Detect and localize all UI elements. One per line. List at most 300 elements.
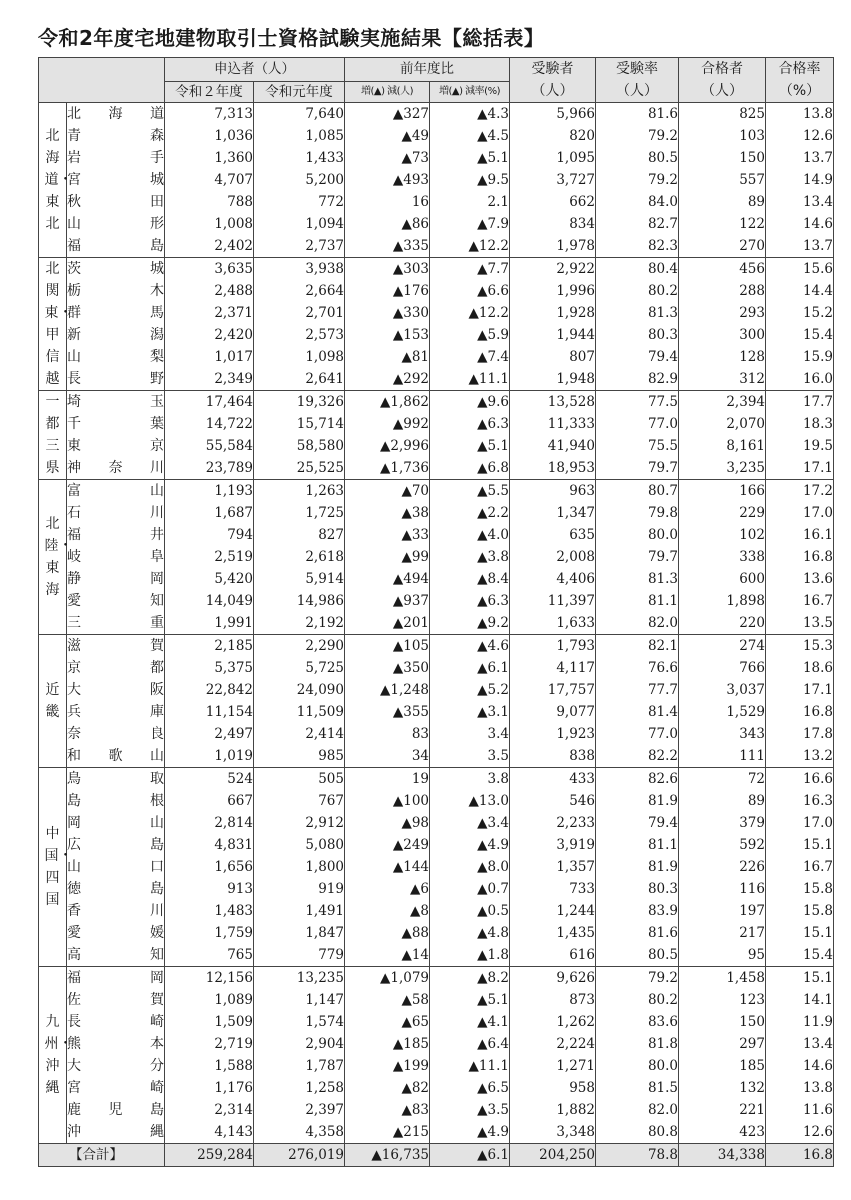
value-cell: 81.6 xyxy=(596,922,679,944)
table-body xyxy=(39,103,834,1167)
prefecture-cell: 青森 xyxy=(67,125,165,147)
value-cell: ▲2,996 xyxy=(345,435,430,457)
table-row xyxy=(39,1121,834,1144)
prefecture-cell: 佐賀 xyxy=(67,989,165,1011)
value-cell: 82.2 xyxy=(596,745,679,768)
value-cell: 15.8 xyxy=(766,878,834,900)
table-row xyxy=(39,480,834,503)
table-row xyxy=(39,125,834,147)
value-cell: 122 xyxy=(679,213,766,235)
total-value-cell: 204,250 xyxy=(510,1144,596,1167)
value-cell: 77.5 xyxy=(596,391,679,414)
value-cell: 15.4 xyxy=(766,944,834,967)
value-cell: 3,235 xyxy=(679,457,766,480)
header-pass-rate-text: 合格率 （%） xyxy=(778,61,821,99)
value-cell: ▲88 xyxy=(345,922,430,944)
value-cell: 807 xyxy=(510,346,596,368)
value-cell: 81.6 xyxy=(596,103,679,126)
value-cell: 635 xyxy=(510,524,596,546)
prefecture-cell: 鳥取 xyxy=(67,768,165,791)
table-row xyxy=(39,1099,834,1121)
value-cell: 80.4 xyxy=(596,258,679,281)
value-cell: 15.1 xyxy=(766,967,834,990)
value-cell: ▲327 xyxy=(345,103,430,126)
value-cell: 2,185 xyxy=(165,635,254,658)
value-cell: 89 xyxy=(679,191,766,213)
value-cell: 83.9 xyxy=(596,900,679,922)
value-cell: 1,263 xyxy=(254,480,345,503)
value-cell: 2,070 xyxy=(679,413,766,435)
value-cell: ▲144 xyxy=(345,856,430,878)
table-row xyxy=(39,191,834,213)
region-text: 北陸・東海 xyxy=(44,516,73,598)
value-cell: 14,986 xyxy=(254,590,345,612)
region-text: 一都三県 xyxy=(45,394,60,476)
value-cell: ▲249 xyxy=(345,834,430,856)
prefecture-cell: 奈良 xyxy=(67,723,165,745)
value-cell: ▲215 xyxy=(345,1121,430,1144)
value-cell: 1,458 xyxy=(679,967,766,990)
prefecture-cell: 熊本 xyxy=(67,1033,165,1055)
prefecture-cell: 岡山 xyxy=(67,812,165,834)
results-table xyxy=(38,57,834,1167)
value-cell: ▲330 xyxy=(345,302,430,324)
value-cell: ▲153 xyxy=(345,324,430,346)
table-row xyxy=(39,502,834,524)
value-cell: ▲355 xyxy=(345,701,430,723)
region-text: 中国・四国 xyxy=(44,826,73,908)
prefecture-cell: 長野 xyxy=(67,368,165,391)
value-cell: 2,314 xyxy=(165,1099,254,1121)
value-cell: 4,831 xyxy=(165,834,254,856)
value-cell: 1,433 xyxy=(254,147,345,169)
value-cell: ▲6.3 xyxy=(430,590,510,612)
value-cell: 985 xyxy=(254,745,345,768)
prefecture-cell: 京都 xyxy=(67,657,165,679)
value-cell: ▲5.9 xyxy=(430,324,510,346)
value-cell: ▲3.4 xyxy=(430,812,510,834)
value-cell: 79.4 xyxy=(596,346,679,368)
value-cell: 338 xyxy=(679,546,766,568)
value-cell: 17.0 xyxy=(766,812,834,834)
value-cell: 24,090 xyxy=(254,679,345,701)
value-cell: 9,077 xyxy=(510,701,596,723)
value-cell: 2,290 xyxy=(254,635,345,658)
value-cell: 2,349 xyxy=(165,368,254,391)
value-cell: 2,912 xyxy=(254,812,345,834)
value-cell: 766 xyxy=(679,657,766,679)
value-cell: 79.7 xyxy=(596,546,679,568)
value-cell: 913 xyxy=(165,878,254,900)
value-cell: ▲7.7 xyxy=(430,258,510,281)
table-row xyxy=(39,103,834,126)
prefecture-cell: 新潟 xyxy=(67,324,165,346)
value-cell: 23,789 xyxy=(165,457,254,480)
value-cell: ▲4.6 xyxy=(430,635,510,658)
value-cell: ▲1,248 xyxy=(345,679,430,701)
value-cell: 2,719 xyxy=(165,1033,254,1055)
prefecture-cell: 東京 xyxy=(67,435,165,457)
value-cell: 16.0 xyxy=(766,368,834,391)
value-cell: ▲5.2 xyxy=(430,679,510,701)
value-cell: 1,725 xyxy=(254,502,345,524)
value-cell: ▲100 xyxy=(345,790,430,812)
total-value-cell: 16.8 xyxy=(766,1144,834,1167)
value-cell: 2,192 xyxy=(254,612,345,635)
table-row xyxy=(39,856,834,878)
value-cell: 5,375 xyxy=(165,657,254,679)
value-cell: 80.0 xyxy=(596,524,679,546)
total-value-cell: 78.8 xyxy=(596,1144,679,1167)
value-cell: 226 xyxy=(679,856,766,878)
value-cell: ▲6.3 xyxy=(430,413,510,435)
value-cell: 1,483 xyxy=(165,900,254,922)
value-cell: 1,098 xyxy=(254,346,345,368)
value-cell: 5,200 xyxy=(254,169,345,191)
prefecture-cell: 大分 xyxy=(67,1055,165,1077)
value-cell: ▲83 xyxy=(345,1099,430,1121)
value-cell: ▲4.0 xyxy=(430,524,510,546)
value-cell: 1,633 xyxy=(510,612,596,635)
value-cell: 1,923 xyxy=(510,723,596,745)
value-cell: 11.6 xyxy=(766,1099,834,1121)
value-cell: ▲4.9 xyxy=(430,834,510,856)
table-row xyxy=(39,701,834,723)
value-cell: 17.8 xyxy=(766,723,834,745)
value-cell: 55,584 xyxy=(165,435,254,457)
value-cell: 873 xyxy=(510,989,596,1011)
value-cell: 25,525 xyxy=(254,457,345,480)
value-cell: 16.7 xyxy=(766,856,834,878)
value-cell: 2,397 xyxy=(254,1099,345,1121)
value-cell: 4,406 xyxy=(510,568,596,590)
value-cell: 77.7 xyxy=(596,679,679,701)
value-cell: 1,787 xyxy=(254,1055,345,1077)
table-row xyxy=(39,590,834,612)
prefecture-cell: 埼玉 xyxy=(67,391,165,414)
value-cell: 1,347 xyxy=(510,502,596,524)
value-cell: 1,147 xyxy=(254,989,345,1011)
value-cell: 22,842 xyxy=(165,679,254,701)
value-cell: 81.3 xyxy=(596,568,679,590)
value-cell: 13.8 xyxy=(766,103,834,126)
value-cell: 14.9 xyxy=(766,169,834,191)
value-cell: ▲3.1 xyxy=(430,701,510,723)
value-cell: ▲5.5 xyxy=(430,480,510,503)
prefecture-cell: 愛知 xyxy=(67,590,165,612)
value-cell: ▲4.8 xyxy=(430,922,510,944)
prefecture-cell: 山梨 xyxy=(67,346,165,368)
value-cell: ▲4.9 xyxy=(430,1121,510,1144)
value-cell: 3,635 xyxy=(165,258,254,281)
value-cell: 14.6 xyxy=(766,1055,834,1077)
value-cell: ▲494 xyxy=(345,568,430,590)
value-cell: 1,193 xyxy=(165,480,254,503)
value-cell: 82.9 xyxy=(596,368,679,391)
value-cell: ▲6 xyxy=(345,878,430,900)
value-cell: 83.6 xyxy=(596,1011,679,1033)
value-cell: 827 xyxy=(254,524,345,546)
value-cell: 81.8 xyxy=(596,1033,679,1055)
value-cell: 82.0 xyxy=(596,612,679,635)
value-cell: 14.6 xyxy=(766,213,834,235)
value-cell: ▲6.4 xyxy=(430,1033,510,1055)
value-cell: ▲7.9 xyxy=(430,213,510,235)
prefecture-cell: 和歌山 xyxy=(67,745,165,768)
value-cell: 2,737 xyxy=(254,235,345,258)
prefecture-cell: 宮崎 xyxy=(67,1077,165,1099)
value-cell: 1,085 xyxy=(254,125,345,147)
value-cell: 1,948 xyxy=(510,368,596,391)
value-cell: 3.4 xyxy=(430,723,510,745)
value-cell: 17.1 xyxy=(766,679,834,701)
value-cell: 779 xyxy=(254,944,345,967)
value-cell: 15.2 xyxy=(766,302,834,324)
value-cell: ▲0.5 xyxy=(430,900,510,922)
prefecture-cell: 神奈川 xyxy=(67,457,165,480)
value-cell: 13.5 xyxy=(766,612,834,635)
value-cell: 128 xyxy=(679,346,766,368)
value-cell: 3,037 xyxy=(679,679,766,701)
value-cell: 80.8 xyxy=(596,1121,679,1144)
value-cell: 12.6 xyxy=(766,125,834,147)
value-cell: ▲11.1 xyxy=(430,368,510,391)
value-cell: 2,488 xyxy=(165,280,254,302)
value-cell: 16.7 xyxy=(766,590,834,612)
value-cell: 14.1 xyxy=(766,989,834,1011)
value-cell: 82.3 xyxy=(596,235,679,258)
header-examinees-text: 受験者 （人） xyxy=(531,61,574,99)
total-value-cell: 259,284 xyxy=(165,1144,254,1167)
header-pass-rate xyxy=(766,58,834,103)
value-cell: ▲6.5 xyxy=(430,1077,510,1099)
value-cell: ▲2.2 xyxy=(430,502,510,524)
value-cell: 220 xyxy=(679,612,766,635)
value-cell: 5,420 xyxy=(165,568,254,590)
prefecture-cell: 福井 xyxy=(67,524,165,546)
value-cell: 5,914 xyxy=(254,568,345,590)
value-cell: 80.5 xyxy=(596,944,679,967)
value-cell: 433 xyxy=(510,768,596,791)
value-cell: 1,019 xyxy=(165,745,254,768)
table-row xyxy=(39,280,834,302)
table-row xyxy=(39,1033,834,1055)
value-cell: 15.6 xyxy=(766,258,834,281)
value-cell: 557 xyxy=(679,169,766,191)
value-cell: ▲3.5 xyxy=(430,1099,510,1121)
prefecture-cell: 岐阜 xyxy=(67,546,165,568)
value-cell: 13.8 xyxy=(766,1077,834,1099)
value-cell: 13.7 xyxy=(766,147,834,169)
value-cell: 4,143 xyxy=(165,1121,254,1144)
table-row xyxy=(39,568,834,590)
value-cell: ▲7.4 xyxy=(430,346,510,368)
prefecture-cell: 北海道 xyxy=(67,103,165,126)
value-cell: 13.7 xyxy=(766,235,834,258)
value-cell: 79.2 xyxy=(596,125,679,147)
value-cell: ▲105 xyxy=(345,635,430,658)
value-cell: ▲4.5 xyxy=(430,125,510,147)
value-cell: ▲4.1 xyxy=(430,1011,510,1033)
total-value-cell: ▲6.1 xyxy=(430,1144,510,1167)
value-cell: 8,161 xyxy=(679,435,766,457)
value-cell: 2,573 xyxy=(254,324,345,346)
table-header xyxy=(39,58,834,103)
value-cell: 14,722 xyxy=(165,413,254,435)
value-cell: ▲0.7 xyxy=(430,878,510,900)
value-cell: 2,371 xyxy=(165,302,254,324)
value-cell: 1,244 xyxy=(510,900,596,922)
value-cell: 185 xyxy=(679,1055,766,1077)
value-cell: 79.4 xyxy=(596,812,679,834)
region-text: 近畿 xyxy=(45,682,60,720)
value-cell: 75.5 xyxy=(596,435,679,457)
total-value-cell: 34,338 xyxy=(679,1144,766,1167)
value-cell: 293 xyxy=(679,302,766,324)
region-label xyxy=(39,480,73,635)
value-cell: 4,117 xyxy=(510,657,596,679)
value-cell: ▲5.1 xyxy=(430,435,510,457)
value-cell: 1,258 xyxy=(254,1077,345,1099)
value-cell: 13.4 xyxy=(766,1033,834,1055)
value-cell: 5,080 xyxy=(254,834,345,856)
table-row xyxy=(39,546,834,568)
table-row xyxy=(39,147,834,169)
total-value-cell: 276,019 xyxy=(254,1144,345,1167)
table-row xyxy=(39,346,834,368)
value-cell: 919 xyxy=(254,878,345,900)
value-cell: 288 xyxy=(679,280,766,302)
region-label xyxy=(39,103,73,258)
table-row xyxy=(39,391,834,414)
value-cell: 80.5 xyxy=(596,147,679,169)
value-cell: ▲9.6 xyxy=(430,391,510,414)
prefecture-cell: 沖縄 xyxy=(67,1121,165,1144)
value-cell: 16 xyxy=(345,191,430,213)
value-cell: 14,049 xyxy=(165,590,254,612)
value-cell: 825 xyxy=(679,103,766,126)
value-cell: 1,793 xyxy=(510,635,596,658)
value-cell: ▲1,862 xyxy=(345,391,430,414)
value-cell: 82.6 xyxy=(596,768,679,791)
value-cell: ▲3.8 xyxy=(430,546,510,568)
header-reiwa2: 令和２年度 xyxy=(165,81,254,102)
table-row xyxy=(39,768,834,791)
table-row xyxy=(39,368,834,391)
value-cell: 1,991 xyxy=(165,612,254,635)
value-cell: 13.4 xyxy=(766,191,834,213)
value-cell: 1,928 xyxy=(510,302,596,324)
value-cell: 2,224 xyxy=(510,1033,596,1055)
value-cell: ▲14 xyxy=(345,944,430,967)
value-cell: 81.9 xyxy=(596,856,679,878)
value-cell: 11,397 xyxy=(510,590,596,612)
total-value-cell: ▲16,735 xyxy=(345,1144,430,1167)
table-row xyxy=(39,1055,834,1077)
value-cell: 3,727 xyxy=(510,169,596,191)
value-cell: 592 xyxy=(679,834,766,856)
value-cell: 3.8 xyxy=(430,768,510,791)
value-cell: 2,904 xyxy=(254,1033,345,1055)
value-cell: ▲82 xyxy=(345,1077,430,1099)
value-cell: 343 xyxy=(679,723,766,745)
value-cell: 2,641 xyxy=(254,368,345,391)
value-cell: 1,996 xyxy=(510,280,596,302)
value-cell: ▲176 xyxy=(345,280,430,302)
value-cell: ▲81 xyxy=(345,346,430,368)
table-row xyxy=(39,790,834,812)
value-cell: 81.9 xyxy=(596,790,679,812)
prefecture-cell: 栃木 xyxy=(67,280,165,302)
header-exam-rate xyxy=(596,58,679,103)
value-cell: 80.3 xyxy=(596,324,679,346)
value-cell: ▲335 xyxy=(345,235,430,258)
value-cell: 2,394 xyxy=(679,391,766,414)
value-cell: 662 xyxy=(510,191,596,213)
value-cell: 150 xyxy=(679,147,766,169)
value-cell: 1,094 xyxy=(254,213,345,235)
value-cell: ▲33 xyxy=(345,524,430,546)
value-cell: 2,664 xyxy=(254,280,345,302)
value-cell: 13,528 xyxy=(510,391,596,414)
header-yoy: 前年度比 xyxy=(345,58,510,82)
value-cell: 5,725 xyxy=(254,657,345,679)
value-cell: ▲937 xyxy=(345,590,430,612)
value-cell: 17.7 xyxy=(766,391,834,414)
value-cell: 15.9 xyxy=(766,346,834,368)
region-text: 北関東・甲信越 xyxy=(44,261,73,387)
value-cell: 1,435 xyxy=(510,922,596,944)
value-cell: 667 xyxy=(165,790,254,812)
table-row xyxy=(39,944,834,967)
value-cell: 1,491 xyxy=(254,900,345,922)
value-cell: 820 xyxy=(510,125,596,147)
value-cell: 546 xyxy=(510,790,596,812)
value-cell: ▲6.6 xyxy=(430,280,510,302)
value-cell: 80.2 xyxy=(596,280,679,302)
prefecture-cell: 秋田 xyxy=(67,191,165,213)
table-row xyxy=(39,745,834,768)
value-cell: 111 xyxy=(679,745,766,768)
prefecture-cell: 群馬 xyxy=(67,302,165,324)
value-cell: ▲49 xyxy=(345,125,430,147)
table-row xyxy=(39,169,834,191)
table-row xyxy=(39,834,834,856)
header-inc-dec-rate: 増(▲) 減率(%) xyxy=(430,81,510,102)
value-cell: 16.1 xyxy=(766,524,834,546)
prefecture-cell: 山形 xyxy=(67,213,165,235)
value-cell: 505 xyxy=(254,768,345,791)
value-cell: 18.3 xyxy=(766,413,834,435)
value-cell: 2,233 xyxy=(510,812,596,834)
value-cell: 17.2 xyxy=(766,480,834,503)
table-row xyxy=(39,657,834,679)
total-label: 【合計】 xyxy=(39,1144,165,1167)
value-cell: 3,938 xyxy=(254,258,345,281)
value-cell: 524 xyxy=(165,768,254,791)
value-cell: 83 xyxy=(345,723,430,745)
value-cell: 80.0 xyxy=(596,1055,679,1077)
value-cell: 838 xyxy=(510,745,596,768)
value-cell: 15.8 xyxy=(766,900,834,922)
value-cell: 166 xyxy=(679,480,766,503)
table-row xyxy=(39,812,834,834)
prefecture-cell: 静岡 xyxy=(67,568,165,590)
value-cell: 77.0 xyxy=(596,723,679,745)
value-cell: 229 xyxy=(679,502,766,524)
value-cell: ▲38 xyxy=(345,502,430,524)
value-cell: 16.6 xyxy=(766,768,834,791)
